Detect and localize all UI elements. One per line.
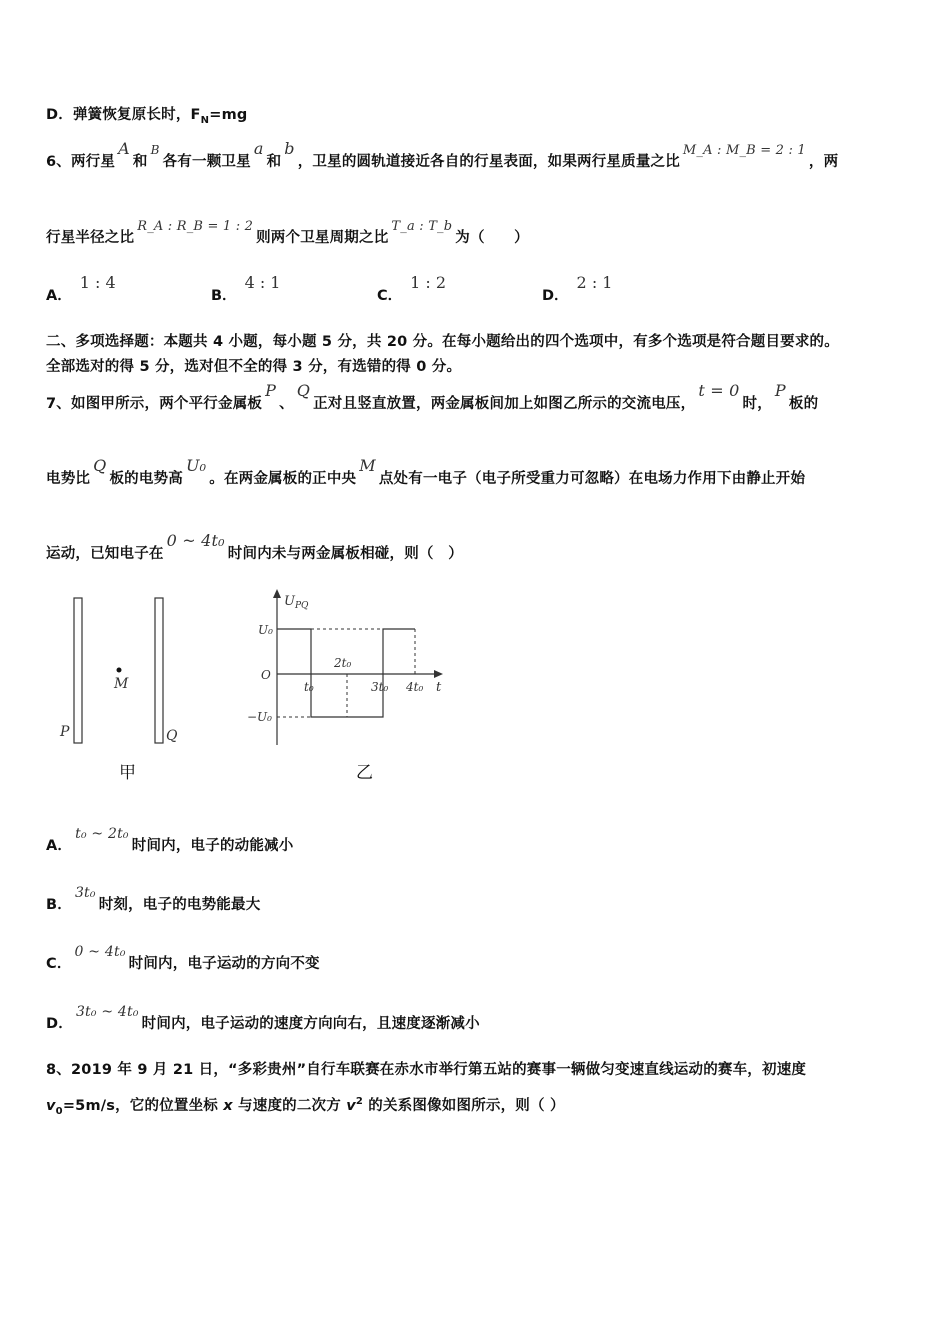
y-axis-label-sub: PQ [294,601,309,611]
option-value: 2 : 1 [576,273,613,292]
math-t-eq-0: t = 0 [698,381,740,400]
text: 正对且竖直放置，两金属板间加上如图乙所示的交流电压， [313,396,696,412]
option-label: D． [542,288,569,304]
text: 为（ ） [455,230,529,246]
axis-t: t [436,680,442,695]
superscript: 2 [355,1096,364,1108]
y-axis-arrow [273,589,281,598]
q7-option-a[interactable] [46,826,294,855]
q7-option-d[interactable] [46,1004,480,1033]
option-text: 时间内，电子运动的方向不变 [128,956,320,972]
q7-option-c[interactable] [46,944,320,973]
text: 时间内未与两金属板相碰，则（ ） [227,546,463,562]
option-math: t₀ ~ 2t₀ [75,826,129,842]
option-math: 3t₀ [74,885,96,901]
text: 时， [742,396,772,412]
text: ，两 [808,154,839,170]
text: 的关系图像如图所示，则（ ） [363,1098,565,1114]
math-P: P [774,381,786,400]
option-label: D． [46,1016,73,1032]
math-period-ratio: T_a : T_b [391,219,453,234]
math-range: 0 ~ 4t₀ [166,531,225,550]
math-v: v [46,1098,56,1114]
q5-option-d [46,103,247,126]
tick-4t0: 4t₀ [406,680,424,694]
tick-3t0: 3t₀ [371,680,389,694]
q8-line-1: 8、2019 年 9 月 21 日，“多彩贵州”自行车联赛在赤水市举行第五站的赛事一辆做匀变速直线运动的赛车，初速度 [46,1062,807,1078]
q6-line-1 [46,139,839,171]
option-label: B． [211,288,237,304]
option-text: 时刻，电子的电势能最大 [98,897,261,913]
option-text: 时间内，电子运动的速度方向向右，且速度逐渐减小 [141,1016,480,1032]
subscript: 0 [55,1105,63,1117]
figure-yi [240,585,460,755]
math-M: M [359,456,376,475]
math-mass-ratio: M_A : M_B = 2 : 1 [682,143,806,158]
option-text: 弹簧恢复原长时，F [72,107,201,123]
math-Q: Q [93,456,107,475]
math-b: b [284,139,295,158]
label-origin: O [261,668,271,682]
label-p: P [60,724,70,740]
text: 则两个卫星周期之比 [256,230,389,246]
text: 板的 [788,396,819,412]
q7-line-3 [46,531,463,563]
caption-yi: 乙 [356,763,373,783]
text: =5m/s，它的位置坐标 [62,1098,224,1114]
tick-2t0: 2t₀ [334,656,352,670]
text: 板的电势高 [109,471,183,487]
math-U0: U₀ [185,456,207,475]
q7-line-2 [46,456,806,488]
q7-option-b[interactable] [46,885,261,914]
option-value: 1 : 2 [410,273,447,292]
text: 点处有一电子（电子所受重力可忽略）在电场力作用下由静止开始 [378,471,806,487]
q6-option-c[interactable] [377,273,447,305]
plate-p [74,598,82,743]
math-a: a [253,139,264,158]
text: 运动，已知电子在 [46,546,164,562]
option-label: B． [46,897,72,913]
voltage-waveform [277,629,415,717]
label-neg-u0: −U₀ [247,710,272,724]
label-q: Q [166,728,178,744]
plate-q [155,598,163,743]
option-label: D． [46,107,73,123]
text: 行星半径之比 [46,230,135,246]
text: 各有一颗卫星 [162,154,251,170]
option-label: A． [46,838,73,854]
label-m: M [114,676,129,692]
option-label: A． [46,288,72,304]
option-math: 3t₀ ~ 4t₀ [75,1004,139,1020]
math-A: A [118,139,130,158]
option-text: =mg [209,107,248,123]
option-value: 4 : 1 [244,273,281,292]
subscript: N [200,114,210,126]
y-axis-label-main: U [284,594,295,609]
math-Q: Q [296,381,311,400]
math-x: x [223,1098,233,1114]
text: 、 [279,396,294,412]
q6-option-d[interactable] [542,273,613,305]
tick-t0: t₀ [304,680,314,694]
option-text: 时间内，电子的动能减小 [131,838,294,854]
option-value: 1 : 4 [79,273,116,292]
text: 。在两金属板的正中央 [209,471,357,487]
math-radius-ratio: R_A : R_B = 1 : 2 [137,219,254,234]
text: 和 [266,154,282,170]
q7-line-1 [46,381,819,413]
label-u0: U₀ [258,623,273,637]
text: 与速度的二次方 [232,1098,347,1114]
option-label: C． [46,956,72,972]
text: 电势比 [46,471,91,487]
q6-option-b[interactable] [211,273,281,305]
question-number: 6、 [46,154,71,170]
section-2-line-2: 全部选对的得 5 分，选对但不全的得 3 分，有选错的得 0 分。 [46,359,462,375]
text: 两行星 [71,154,116,170]
y-axis-label [284,594,309,611]
text: 和 [132,154,148,170]
option-label: C． [377,288,403,304]
q6-line-2 [46,219,529,247]
point-m-dot [117,668,122,673]
text: ，卫星的圆轨道接近各自的行星表面，如果两行星质量之比 [297,154,680,170]
math-v: v [346,1098,356,1114]
caption-jia: 甲 [119,763,136,783]
math-B: B [150,143,160,157]
text: 如图甲所示，两个平行金属板 [71,396,263,412]
q6-option-a[interactable] [46,273,116,305]
option-math: 0 ~ 4t₀ [74,944,126,960]
x-axis-arrow [434,670,443,678]
math-P: P [265,381,277,400]
question-number: 7、 [46,396,71,412]
section-2-line-1: 二、多项选择题：本题共 4 小题，每小题 5 分，共 20 分。在每小题给出的四个选项中，有多个选项是符合题目要求的。 [46,334,839,350]
q8-line-2 [46,1094,565,1117]
